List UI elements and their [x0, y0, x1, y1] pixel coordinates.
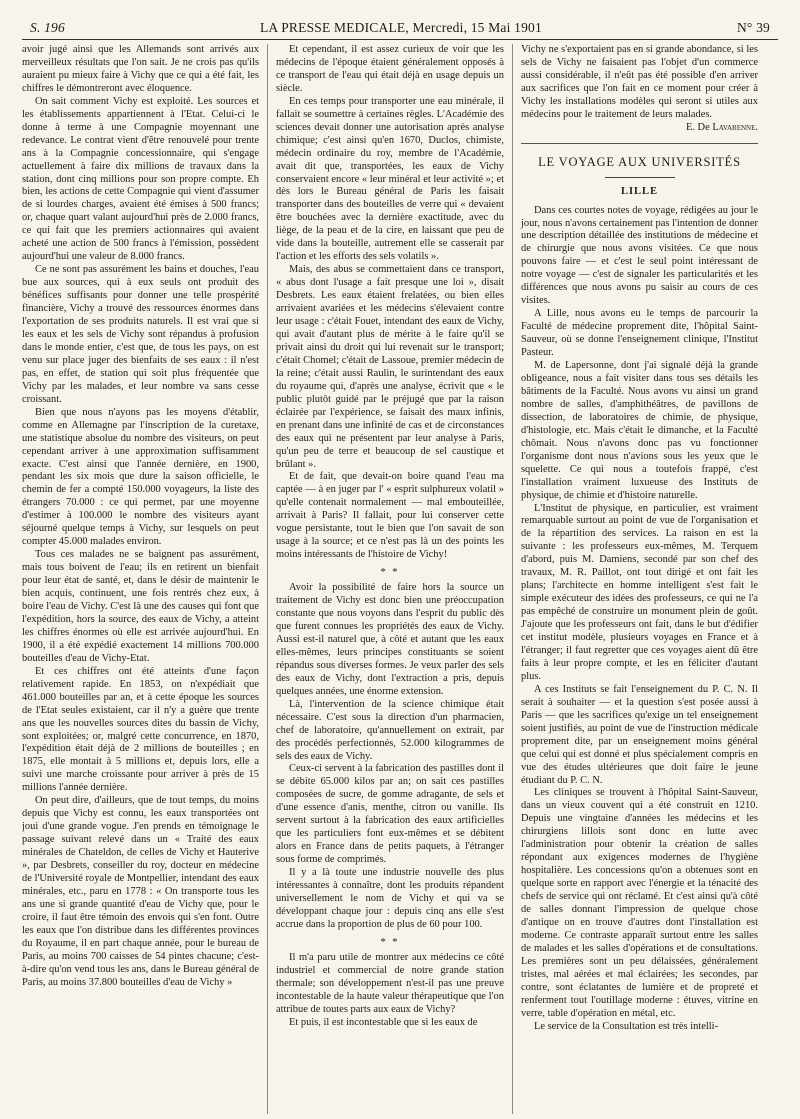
section-rule — [521, 143, 758, 144]
column-3 — [512, 44, 758, 1114]
paragraph: M. de Lapersonne, dont j'ai signalé déjà la grande obligeance, nous a fait visiter dans tous ses détails les bâtiments de la Faculté. Nous avons vu ainsi un grand nombre de salles, d'amphithéâtres, de pavillons de dissection, de laboratoires de chimie, de physique, d'histologie, etc. Mais c'était le dimanche, et la Faculté chômait. Nous n'avons donc pas vu fonctionner l'organisme dont nous n'avions sous les yeux que le squelette. Ce qui nous a toutefois frappé, c'est l'installation vraiment luxueuse des Instituts de physique, de chimie et d'histoire naturelle. — [521, 360, 758, 501]
subsection-heading: LILLE — [620, 185, 659, 197]
column-1 — [22, 44, 267, 1114]
article-columns — [22, 44, 778, 1114]
section-heading: LE VOYAGE AUX UNIVERSITÉS — [538, 154, 741, 169]
heading-underline — [605, 177, 675, 178]
paragraph: Tous ces malades ne se baignent pas assurément, mais tous boivent de l'eau; ils en retirent un bienfait pour leur état de santé, et, dans le désir de maintenir le bien acquis, continuent, une fois rentrés chez eux, à boire l'eau de Vichy. C'est là une des causes qui font que l'expédition, hors la source, des eaux de Vichy, a atteint les chiffres énormes où elle est arrivée aujourd'hui. En 1900, il a été expédié exactement 14 millions 700.000 bouteilles d'eau de Vichy-Etat. — [22, 549, 259, 664]
paragraph: L'Institut de physique, en particulier, est vraiment remarquable surtout au point de vue de l'organisation et de la répartition des services. La raison en est la suivante : les professeurs eux-mêmes, M. Terquem d'abord, puis M. Damiens, secondé par son chef des travaux, M. R. Paillot, ont tout dirigé et ont fait les plans; l'architecte en homme intelligent s'est fait le simple exécuteur des idées des professeurs, ce qui ne l'a pas empêché de construire un monument plein de goût. J'ajoute que les professeurs ont fait, dans le but d'édifier cet institut modèle, plusieurs voyages en France et à l'étranger; il faut regretter que ces voyages aient dû être faits à leur propre compte, et les en féliciter d'autant plus. — [521, 502, 758, 682]
paragraph: Il y a là toute une industrie nouvelle des plus intéressantes à connaître, dont les produits répandent universellement le nom de Vichy et qui va se développant chaque jour : depuis cinq ans elle s'est accrue dans la proportion de plus de 60 pour 100. — [276, 867, 504, 930]
journal-title: LA PRESSE MEDICALE, Mercredi, 15 Mai 1901 — [259, 20, 542, 35]
paragraph: Il m'a paru utile de montrer aux médecins ce côté industriel et commercial de notre grande station thermale; son développement n'est-il pas une preuve incontestable de la haute valeur thérapeutique que l'on attribue de toutes parts aux eaux de Vichy? — [276, 951, 504, 1015]
paragraph: Et de fait, que devait-on boire quand l'eau ma captée — à en juger par l' « esprit sulphureux volatil » qu'elle contenait normalement — mal embouteillée, arrivait à Paris? Il fallait, pour lui conserver cette vogue persistante, tout le bien que l'on savait de son usage à la source; et ce n'est pas là un des points les moins intéressants de l'histoire de Vichy! — [276, 471, 504, 561]
paragraph: Avoir la possibilité de faire hors la source un traitement de Vichy est donc bien une préoccupation constante que nous voyons dans l'esprit du public dès que furent connues les propriétés des eaux de Vichy. Aussi est-il naturel que, à côté et autant que les eaux elles-mêmes, leurs principes constituants se soient répandus sous diverses formes. Je veux parler des sels des eaux de Vichy, dont l'extraction a pris, depuis quelques années, une énorme extension. — [276, 582, 504, 697]
paragraph: Mais, des abus se commettaient dans ce transport, « abus dont l'usage a fait presque une loi », disait Desbrets. Les eaux étaient frelatées, ou bien elles arrivaient avariées et les médecins s'élevaient contre leur usage : c'était Fouet, intendant des eaux de Vichy, qui avait d'autant plus de mérite à le faire qu'il se privait ainsi du droit qui lui revenait sur le transport; c'était Chomel; c'était de Lassoue, premier médecin de la reine; c'était aussi Raulin, le surintendant des eaux du royaume qui, d'après une analyse, écrivit que « le public plutôt guidé par le préjugé que par la raison éclairée par l'expérience, se faisait des maux infinis, en prenant dans une infinité de cas et de circonstances des eaux qui ne présentent par leur analyse à Paris, qu'un peu de terre et beaucoup de sel caustique et brûlant ». — [276, 264, 504, 470]
paragraph: Ce ne sont pas assurément les bains et douches, l'eau bue aux sources, qui à eux seuls ont produit des bénéfices suffisants pour donner une telle prospérité financière, Vichy a trouvé des ressources énormes dans l'exportation de ses produits naturels. Il est vrai que si les eaux et les sels de Vichy sont répandus à profusion dans le monde entier, c'est que, de tous les pays, on est venu sur place juger des bienfaits de ses eaux : il n'est pas, en effet, de station qui soit plus fréquentée que Vichy par les malades, et leur nombre va sans cesse croissant. — [22, 264, 259, 405]
paragraph: Et cependant, il est assez curieux de voir que les médecins de l'époque étaient généralement opposés à ce transport de l'eau qui était déjà en usage depuis un siècle. — [276, 44, 504, 94]
column-2 — [267, 44, 512, 1114]
paragraph: Bien que nous n'ayons pas les moyens d'établir, comme en Allemagne par l'inscription de la curetaxe, une statistique absolue du nombre des visiteurs, on peut cependant arriver à une approximation suffisamment exacte. C'est ainsi que l'année dernière, en 1900, pendant les six mois que dure la saison officielle, le chemin de fer a compté 150.000 voyageurs, la liste des étrangers 70.000 : ce qui permet, par une moyenne d'estimer à 100.000 le nombre des visiteurs ayant séjourné quelque temps à Vichy, sur lesquels on peut compter 45.000 malades environ. — [22, 406, 259, 548]
paragraph: Et ces chiffres ont été atteints d'une façon relativement rapide. En 1853, on n'expédiait que 461.000 bouteilles par an, et à cette époque les sources de l'Etat seules existaient, car il n'y a guère que trente ans que les nouvelles sources dites du bassin de Vichy, sont exploitées; or, malgré cette concurrence, en 1870, l'expédition était déjà de 2 millions de bouteilles ; en 1875, elle montait à 5 millions et, depuis lors, elle a suivi une marche croissante pour arriver à près de 15 millions l'année dernière. — [22, 665, 259, 794]
paragraph: Le service de la Consultation est très intelli- — [534, 1020, 719, 1032]
paragraph: A ces Instituts se fait l'enseignement du P. C. N. Il serait à souhaiter — et la question s'est posée aussi à Paris — que les sacrifices qu'exige un tel enseignement soient justifiés, au point de vue de l'instruction médicale proprement dite, par un enseignement moins général que celui qui est donné et plus spécialement compris en vue des études ultérieures que doit faire le jeune étudiant du P. C. N. — [521, 683, 758, 786]
paragraph: Et puis, il est incontestable que si les eaux de — [289, 1016, 478, 1028]
section-break-asterisks: * * — [380, 566, 400, 579]
column-3-article-end — [521, 44, 758, 122]
author-signature: E. De Lavarenne. — [685, 121, 758, 133]
paragraph: On peut dire, d'ailleurs, que de tout temps, du moins depuis que Vichy est connu, les eaux transportées ont joui d'une grande vogue. J'en prends en témoignage le passage suivant relevé dans un « Traité des eaux minérales de Chateldon, de celles de Vichy et Hauterive », par Desbrets, conseiller du roy, docteur en médecine de l'Université royale de Montpellier, intendant des eaux minérales, etc., paru en 1778 : « On transporte tous les ans une si grande quantité d'eau de Vichy que, pour le croire, il faut être témoin des envois qui s'en font. Outre les eaux que l'on distribue dans les différentes provinces du Royaume, il en part chaque année, pour le bureau de Paris, au moins 700 caisses de 54 pintes chacune; c'est-à-dire qu'on vend tous les ans, dans le Bureau général de Paris, au moins 37.800 bouteilles d'eau de Vichy » — [22, 795, 259, 988]
column-3-new-article — [521, 205, 758, 1034]
paragraph: Les cliniques se trouvent à l'hôpital Saint-Sauveur, dans un vieux couvent qui a été construit en 1210. Depuis une vingtaine d'années les médecins et les chirurgiens lillois sont donc en lutte avec l'administration pour obtenir la création de salles répondant aux exigences modernes de l'hygiène hospitalière. Les concessions qu'on a obtenues sont en quelque sorte en rapport avec l'énergie et la ténacité des chefs de service qui ont réclamé. Et c'est ainsi qu'à côté de salles donnant l'impression de quelque chose d'antique on en trouve d'autres dont l'installation est moderne. Ce contraste apparaît surtout entre les salles de malades et les salles d'opérations et de consultations. Les premières sont un peu délaissées, généralement tristes, mal aérées et mal éclairées; les secondes, par contre, sont éclatantes de lumière et de propreté et renferment tout l'outillage moderne : étuves, vitrine en verre, table d'opération en métal, etc. — [521, 787, 758, 1019]
section-break-asterisks: * * — [380, 935, 400, 948]
paragraph: A Lille, nous avons eu le temps de parcourir la Faculté de médecine proprement dite, l'hôpital Saint-Sauveur, où se donne l'enseignement clinique, l'Institut Pasteur. — [521, 308, 758, 359]
header-rule — [22, 39, 778, 40]
paragraph: Là, l'intervention de la science chimique était nécessaire. C'est sous la direction d'un pharmacien, chef de laboratoire, qu'annuellement on extrait, par des procédés perfectionnés, 52.000 kilogrammes de sels des eaux de Vichy. — [276, 698, 504, 762]
paragraph: Dans ces courtes notes de voyage, rédigées au jour le jour, nous n'avons certainement pas l'intention de donner une description détaillée des institutions de médecine et de chirurgie que nous avons visitées. Ce que nous pouvons faire — et c'est le seul point intéressant de notre voyage — c'est de signaler les particularités et les différences que nous avons pu saisir au cours de ces visites. — [521, 204, 758, 307]
page-number: S. 196 — [30, 20, 65, 35]
paragraph: Ceux-ci servent à la fabrication des pastilles dont il se débite 65.000 kilos par an; on sait ces pastilles composées de sucre, de gomme adragante, de sels et d'une essence d'anis, menthe, citron ou vanille. Ils servent surtout à la fabrication des eaux artificielles que les particuliers font eux-mêmes et se débitent alors en France dans de petits paquets, à l'étranger sous forme de comprimés. — [276, 763, 504, 866]
paragraph: En ces temps pour transporter une eau minérale, il fallait se soumettre à certaines règles. L'Académie des sciences devait donner une autorisation après analyse chimique; c'est ainsi qu'en 1670, Duclos, chimiste, médecin ordinaire du roy, membre de l'Académie, avait dit que, transportées, les eaux de Vichy conservaient encore « leur minéral et leur activité »; et dès lors le Bureau général de Paris les faisait transporter dans des bouteilles de verre qui « devaient être bouchées avec la dernière exactitude, avec du liège, de la peau et de la cire, en laissant que peu de vide dans la bouteille, autrement elle se casserait par l'action et les efforts des sels volatils ». — [276, 95, 504, 263]
paragraph: avoir jugé ainsi que les Allemands sont arrivés aux merveilleux résultats que l'on sait. Je ne crois pas qu'ils auraient pu mieux faire à Vichy que ce qui a été fait, les chiffres le démontreront avec éloquence. — [22, 44, 259, 94]
paragraph: Vichy ne s'exportaient pas en si grande abondance, si les sels de Vichy ne faisaient pas l'objet d'un commerce aussi considérable, il n'eût pas été possible d'en arriver aux sacrifices que l'on fait en ce moment pour créer à Vichy les installations modèles qui seront si utiles aux médecins pour le traitement de leurs malades. — [521, 44, 758, 120]
running-header — [22, 20, 778, 39]
paragraph: On sait comment Vichy est exploité. Les sources et les établissements appartiennent à l'Etat. Celui-ci le donne à terme à une Compagnie moyennant une redevance. Le contrat vient d'être renouvelé pour trente ans à la Compagnie concessionnaire, qui s'engage actuellement à faire dix millions de travaux dans la station, dont cinq millions pour son propre compte. Eh bien, les actions de cette Compagnie qui vient d'assumer de si lourdes charges, avaient été émises à 500 francs; or, chaque quart valant aujourd'hui près de 2.000 francs, ce qui fait que les premiers actionnaires qui avaient acheté une action de 500 francs à l'émission, possèdent aujourd'hui une valeur de 8.000 francs. — [22, 95, 259, 263]
issue-number: N° 39 — [736, 20, 770, 35]
